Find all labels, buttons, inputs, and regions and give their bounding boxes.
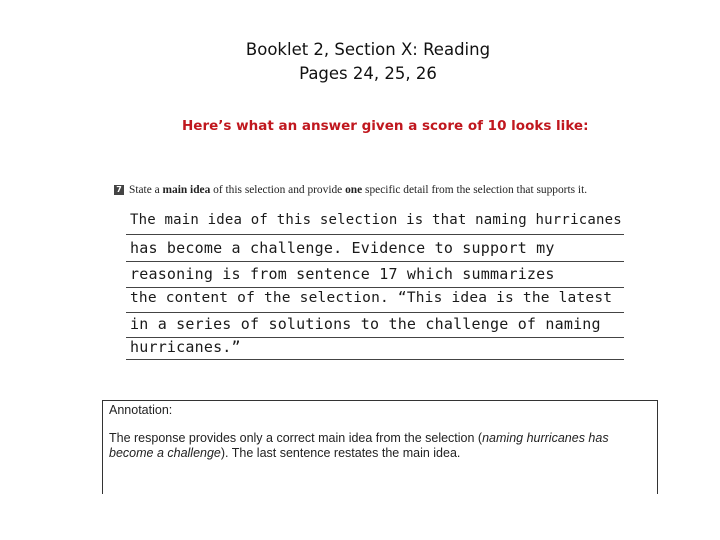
handwritten-line: the content of the selection. “This idea is the latest xyxy=(130,290,613,306)
answer-rule-line xyxy=(126,312,624,313)
annotation-label-text: Annotation xyxy=(109,403,169,417)
question-text-bold: main idea xyxy=(162,184,211,196)
question-text-bold: one xyxy=(345,184,363,196)
answer-rule-line xyxy=(126,359,624,360)
pages-reference: Pages 24, 25, 26 xyxy=(299,64,437,83)
annotation-text-part: The response provides only a correct main idea from the selection ( xyxy=(109,431,483,445)
handwritten-answer-area xyxy=(126,204,626,364)
question-prompt xyxy=(114,184,587,196)
answer-rule-line xyxy=(126,261,624,262)
question-text xyxy=(129,184,587,196)
question-text-part: State a xyxy=(129,184,163,196)
handwritten-line: in a series of solutions to the challenge of naming xyxy=(130,315,601,333)
handwritten-line: hurricanes.” xyxy=(130,338,241,356)
answer-rule-line xyxy=(126,287,624,288)
question-text-part: of this selection and provide xyxy=(210,184,346,196)
booklet-title: Booklet 2, Section X: Reading xyxy=(245,40,491,59)
handwritten-line: has become a challenge. Evidence to support my xyxy=(130,239,555,257)
answer-rule-line xyxy=(126,234,624,235)
handwritten-line: reasoning is from sentence 17 which summarizes xyxy=(130,265,555,283)
score-caption: Here’s what an answer given a score of 10 looks like: xyxy=(182,118,589,134)
slide-header xyxy=(0,38,720,86)
annotation-label-colon: : xyxy=(168,403,173,417)
annotation-text-part: ). The last sentence restates the main idea. xyxy=(220,446,461,460)
annotation-box xyxy=(102,400,658,494)
handwritten-line: The main idea of this selection is that naming hurricanes xyxy=(130,212,622,228)
annotation-label xyxy=(109,403,172,417)
question-text-part: specific detail from the selection that supports it. xyxy=(362,184,588,196)
question-number-badge: 7 xyxy=(114,185,124,195)
annotation-text-italic: naming hurricanes has become a challenge xyxy=(109,431,609,460)
annotation-text xyxy=(109,431,649,461)
